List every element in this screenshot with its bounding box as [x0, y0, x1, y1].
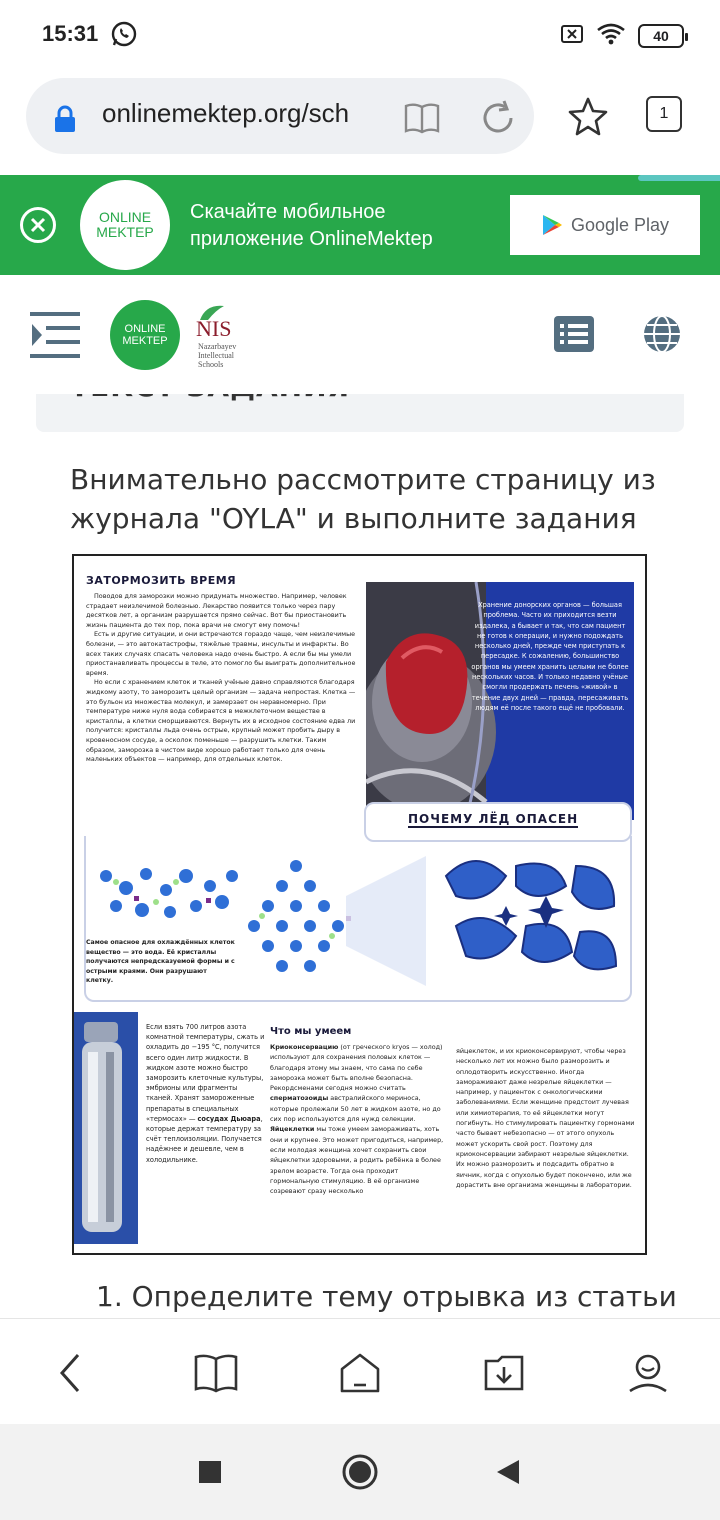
magazine-column-3: яйцеклеток, и их криоконсервируют, чтобы через несколько лет их можно было разморозить и оплодотворить искусственно. Иногда замораживают даже незрелые яйцеклетки — например, у пациенток с онкологическими заболеваниями. Если женщине предстоит лучевая или химиотерапия, то её яйцеклетки могут погибнуть. Но стимулировать пациентку гормонами часто бывает небезопасно — от этого опухоль может ускорить свой рост. Поэтому для криоконсервации забирают незрелые яйцеклетки. Их можно разморозить и подсадить обратно в яичник, когда с опухолью будет покончено, или же дорастить вне организма женщины в лаборатории. — [456, 1047, 635, 1189]
square-icon — [198, 1460, 222, 1484]
home-icon — [338, 1351, 382, 1395]
status-icons — [560, 22, 684, 50]
profile-icon — [626, 1351, 670, 1395]
donor-organ-panel: Хранение донорских органов — большая проблема. Часто их приходится везти издалека, а бывает и так, что сам пациент не готов к операции, и нужно подождать несколько дней, прежде чем приступать к пересадке. К сожалению, большинство органов мы умеем хранить целыми не более нескольких часов. И только недавно учёные смогли продержать печень «живой» в течение двух дней — правда, пересаживать людям её после такого ещё не пробовали. — [366, 582, 634, 820]
whatsapp-icon — [110, 20, 138, 52]
language-globe-icon[interactable] — [642, 314, 682, 358]
back-button[interactable] — [46, 1349, 94, 1397]
bookmark-star-icon[interactable] — [568, 96, 608, 140]
book-icon — [194, 1353, 238, 1393]
system-nav-bar — [0, 1424, 720, 1520]
onlinemektep-logo: ONLINE MEKTEP — [80, 180, 170, 270]
downloads-button[interactable] — [480, 1349, 528, 1397]
site-header — [0, 278, 720, 394]
reader-mode-icon[interactable] — [402, 98, 442, 142]
status-time: 15:31 — [42, 21, 99, 46]
magazine-column-2: Криоконсервацию (от греческого kryos — холод) используют для сохранения половых клеток — благодаря этому мы знаем, что сама по себе заморозка может быть вполне безопасна. Рекордсменами сегодня можно считать сперматозоиды австралийского мериноса, которые пролежали 50 лет в жидком азоте, но до сих пор используются для нужд селекции. Яйцеклетки мы тоже умеем замораживать, хоть они и крупнее. Это может пригодиться, например, если молодая женщина хочет сохранить свои яйцеклетки здоровыми, а родить ребёнка в более зрелом возрасте. Тогда она проходит гормональную стимуляцию. В её организме созревают сразу несколько — [270, 1043, 444, 1196]
magazine-page-image[interactable] — [72, 554, 647, 1255]
close-banner-button[interactable] — [20, 207, 56, 243]
download-icon — [482, 1353, 526, 1393]
what-we-can-title: Что мы умеем — [270, 1026, 352, 1037]
system-home-button[interactable] — [340, 1452, 380, 1492]
battery-indicator: 40 — [638, 24, 684, 48]
tabs-button[interactable]: 1 — [646, 96, 682, 132]
browser-bottom-toolbar — [0, 1318, 720, 1424]
reload-icon[interactable] — [478, 98, 518, 142]
app-download-banner — [0, 175, 720, 275]
no-sim-icon — [560, 22, 584, 50]
magazine-title: ЗАТОРМОЗИТЬ ВРЕМЯ — [86, 574, 237, 587]
banner-text: Скачайте мобильное приложение OnlineMektep — [190, 201, 433, 250]
address-bar[interactable] — [26, 78, 534, 154]
task-intro: Внимательно рассмотрите страницу из журнала "OYLA" и выполните задания — [70, 463, 656, 535]
magazine-column-1: Поводов для заморозки можно придумать множество. Например, человек страдает неизлечимой болезнью. Лекарство появится только через пару десятков лет, а организм разрушается прямо сейчас. Вот бы приостановить жизнь пациента до тех пор, пока врачи не смогут ему помочь! Есть и другие ситуации, и они встречаются гораздо чаще, чем неизлечимые болезни, — это автокатастрофы, тяжёлые травмы, инсульты и инфаркты. Во всех таких случаях спасать человека надо очень быстро. А если бы мы умели приостанавливать процессы в теле, это помогло бы выиграть дополнительное время. Но если с хранением клеток и тканей учёные давно справляются благодаря жидкому азоту, то заморозить целый организм — задача непростая. Клетка — это бульон из множества молекул, и замерзает он неравномерно. При температуре ниже нуля вода собирается в межклеточном веществе в кристаллы, а клетки сморщиваются. Вернуть их в исходное состояние едва ли получится: кристаллы льда очень острые, крупный может пробить дыру в кровеносном сосуде, а осколок поменьше — разрушить клетки. Таким образом, заморозка в чистом виде хорошо работает только для очень маленьких объектов — например, для отдельных клеток. — [86, 592, 356, 764]
close-icon — [30, 217, 46, 233]
profile-button[interactable] — [624, 1349, 672, 1397]
lock-icon — [52, 104, 78, 138]
browser-toolbar — [0, 70, 720, 172]
home-button[interactable] — [336, 1349, 384, 1397]
wifi-icon — [596, 22, 626, 50]
bookmarks-button[interactable] — [192, 1349, 240, 1397]
url-text[interactable]: onlinemektep.org/sch — [102, 98, 350, 128]
system-back-button[interactable] — [488, 1452, 528, 1492]
circle-icon — [341, 1453, 379, 1491]
ice-caption: Самое опасное для охлаждённых клеток вещество — это вода. Её кристаллы получаются непредсказуемой формы и с острыми краями. Они разрушают клетку. — [86, 939, 235, 985]
google-play-button[interactable]: Google Play — [510, 195, 700, 255]
courses-list-icon[interactable] — [554, 316, 594, 356]
status-bar — [0, 0, 720, 70]
chevron-left-icon — [58, 1353, 82, 1393]
banner-accent — [638, 175, 720, 181]
triangle-back-icon — [495, 1458, 521, 1486]
dewar-flask-image — [74, 1012, 138, 1244]
google-play-icon — [541, 213, 563, 237]
dewar-flask-text: Если взять 700 литров азота комнатной температуры, сжать и охладить до −195 °С, получится всего один литр жидкости. В жидком азоте можно быстро заморозить клеточные культуры, эмбрионы или фрагменты тканей. Хранят замороженные препараты в специальных «термосах» — сосудах Дьюара, которые держат температуру за счёт теплоизоляции. Получается надёжнее и дешевле, чем в холодильнике. — [146, 1023, 265, 1164]
menu-toggle-icon[interactable] — [30, 310, 82, 364]
why-ice-dangerous-box: ПОЧЕМУ ЛЁД ОПАСЕН — [364, 802, 632, 842]
recents-button[interactable] — [190, 1452, 230, 1492]
site-logo[interactable]: ONLINE MEKTEP — [110, 300, 180, 370]
task-1: 1. Определите тему отрывка из статьи — [96, 1280, 677, 1313]
nis-logo: NIS Nazarbayev Intellectual Schools — [184, 302, 254, 372]
